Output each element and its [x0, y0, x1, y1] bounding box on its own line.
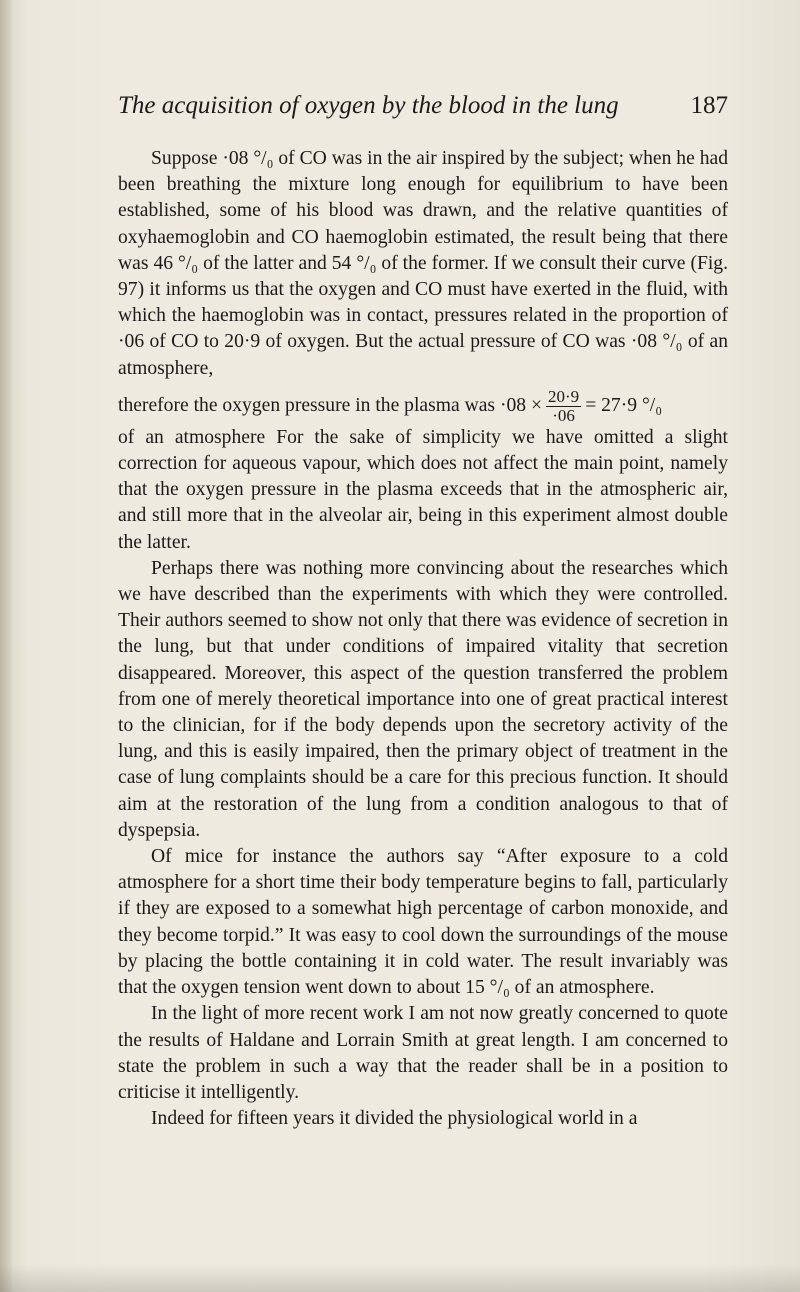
body-text	[118, 146, 728, 1132]
fraction-denominator: ·06	[552, 405, 575, 425]
equation-prefix: therefore the oxygen pressure in the plasma was ·08 ×	[118, 395, 543, 417]
page-number: 187	[690, 92, 728, 119]
running-head-title: The acquisition of oxygen by the blood in the lung	[118, 92, 619, 119]
paragraph: Indeed for fifteen years it divided the physiological world in a	[151, 1108, 638, 1130]
fraction-numerator: 20·9	[548, 386, 580, 406]
page-bottom-shadow	[0, 1264, 800, 1292]
book-spine-shadow	[0, 0, 12, 1292]
paragraph: of an atmosphere For the sake of simplicity we have omitted a slight correction for aqueous vapour, which does not affect the main point, namely that the oxygen pressure in the plasma exceeds that in the atmospheric air, and still more that in the alveolar air, being in this experiment almost double the latter.	[118, 426, 728, 553]
paragraph: Perhaps there was nothing more convincing about the researches which we have described than the experiments with which they were controlled. Their authors seemed to show not only that there was evidence of secretion in the lung, but that under conditions of impaired vitality that secretion disappeared. Moreover, this aspect of the question transferred the problem from one of merely theoretical importance into one of great practical interest to the clinician, for if the body depends upon the secretory activity of the lung, and this is easily impaired, then the primary object of treatment in the case of lung complaints should be a care for this precious function. It should aim at the restoration of the lung from a condition analogous to that of dyspepsia.	[118, 557, 728, 841]
equation-result: = 27·9 °/₀	[585, 395, 663, 417]
equation-fraction	[546, 388, 581, 425]
paragraph: Suppose ·08 °/₀ of CO was in the air inspired by the subject; when he had been breathing the mixture long enough for equilibrium to have been established, some of his blood was drawn, and the relative quantities of oxyhaemoglobin and CO haemoglobin estimated, the result being that there was 46 °/₀ of the latter and 54 °/₀ of the former. If we consult their curve (Fig. 97) it informs us that the oxygen and CO must have exerted in the fluid, with which the haemoglobin was in contact, pressures related in the proportion of ·06 of CO to 20·9 of oxygen. But the actual pressure of CO was ·08 °/₀ of an atmosphere,	[118, 148, 728, 379]
paragraph: Of mice for instance the authors say “After exposure to a cold atmosphere for a short time their body temperature begins to fall, particularly if they are exposed to a somewhat high percentage of carbon monoxide, and they become torpid.” It was easy to cool down the surroundings of the mouse by placing the bottle containing it in cold water. The result invariably was that the oxygen tension went down to about 15 °/₀ of an atmosphere.	[118, 846, 728, 999]
paragraph: In the light of more recent work I am not now greatly concerned to quote the results of Haldane and Lorrain Smith at great length. I am concerned to state the problem in such a way that the reader shall be in a position to criticise it intelligently.	[118, 1003, 728, 1103]
running-head	[118, 92, 728, 126]
equation-line	[118, 388, 728, 425]
